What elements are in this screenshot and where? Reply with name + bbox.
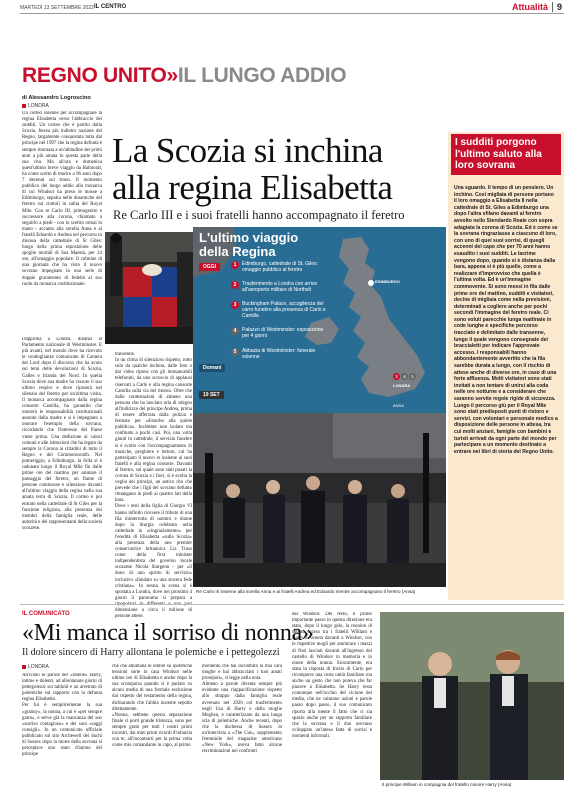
london-marker-4: 4: [401, 373, 408, 380]
header-paper: IL CENTRO: [94, 4, 127, 10]
headline-line-2: alla regina Elisabetta: [112, 168, 393, 207]
princes-photo-caption: Il principe William in compagnia del fratello minore Harry (Ansa): [382, 782, 512, 787]
princes-photo: [380, 612, 564, 780]
article-subhead: Re Carlo III e i suoi fratelli hanno accompagnato il feretro: [113, 208, 405, 222]
article2-column-1: Arrivano le parole del «ribelle» Harry, intime e dolenti, ad allontanare giorni di pettegolezzi sui tabloid e un arretrato di polemiche sul rapporto con la defunta regina Elisabetta. Per lui è semplicemente la sua «granny», la nonna, a cui è «per sempre grato», e serve già la mancanza del suo «sorriso contagioso» e dei suoi «saggi consigli». In un comunicato ufficiale pubblicato sul sito Archewell dei duchi di Sussex dopo la morte della sovrana si percepisce uno stato d'animo del principe: [22, 673, 102, 758]
map-infographic: [193, 227, 446, 413]
dateline-marker: [22, 104, 26, 108]
label-ansa: ANSA: [393, 403, 404, 408]
article-column-3: transenne. In un clima di silenzioso rispetto, rotto solo da qualche inchino, dalle foto o dai video ripresi con gli immancabili telefonini, da uno scroscio di applausi riservati a Carlo e alla regina consorte Camilla sulla via del ritorno. Oltre che dalle contestazioni di almeno una persona che ha lanciato urla di sdegno all'indirizzo del principe Andrea, prima di essere afferrata dalla polizia e fermato per «disturbo alla quiete pubblica». Incidente non isolato ma confinato a pochi casi. Poi, una volta giunti in cattedrale, il servizio funebre si è svolto con l'accompagnamento di musiche, preghiere e letture, cui ha partecipato il nuovo re insieme ai suoi fratelli e alla regina consorte. Davanti al feretro, sul quale sono stati posati la corona di Scozia e i fiori, si è svolta la veglia dei principi, un antico rito che prevede che i figli del sovrano defunto rimangano in piedi ai quattro lati della bara. Dove i resti della figlia di Giorgio VI hanno infinito ricevere il tributo di una fila ininterrotta di uomini e donne dopo la liturgia celebrata nella cattedrale in «ringraziamento» per l'eredità di Elisabetta «sulla Scozia» alla presenza della neo premier conservatrice britannica Liz Truss come della first minister indipendentista del governo locale scozzese Nicola Sturgeon - per «il dono di uno spirito di servizio» inclusivo «fondato su una sincera fede cristiana». In serata la scena si è spostata a Londra, dove nei prossimi 4 giorni il panorama si prepara a dimensione a circa il milione di persone attese.: [115, 352, 192, 620]
label-londra: LONDRA: [393, 383, 411, 388]
article-byline: di Alessandro Logroscino: [22, 95, 91, 101]
dateline-marker-2: [22, 665, 26, 669]
article2-column-3: momento che hai incontrato la mia cara moglie e hai abbracciato i tuoi amati pronipoti», si legge nella nota. Almeno a parole diventa sempre più evidente una riappacificazione rispetto allo strappo dalla famiglia reale avvenuto nel 2020 col trasferimento negli Usa di Harry e della moglie Meghan, e caratterizzato da una lunga scia di polemiche. Anche recenti, dopo che la duchessa di Sussex in un'intervista a «The Cut», supplemento femminile del magazine americano «New York», aveva fatto alcune recriminazioni nei confronti: [202, 664, 282, 755]
headline-line-1: La Scozia si inchina: [112, 131, 383, 170]
map-title-line-2: della Regina: [199, 244, 276, 259]
kicker-red: REGNO UNITO»: [22, 64, 178, 87]
article2-headline: «Mi manca il sorriso di nonna»: [22, 620, 314, 646]
map-step-1: 1 Edimburgo, cattedrale di St. Giles: omaggio pubblico al feretro: [231, 261, 331, 273]
article2-dateline: LONDRA: [22, 664, 49, 670]
london-marker-3: 3: [393, 373, 400, 380]
sidebar-body: Una sguardo. Il tempo di un pensiero. Un inchino. Così migliaia di persone portano il loro omaggio a Elisabetta II nella cattedrale di St. Giles a Edimburgo una dopo l'altra sfilano davanti al feretro avvolto nello Stendardo Reale con sopra adagiata la corona di Scozia. Ed è come se la sovrana ringraziasse a ciascuno di loro, con uno di quei suoi sorrisi, di quegli accenni del capo che per 70 anni hanno esaudito i suoi sudditi. Le lacrime vengono dopo, quando si è distanza dalla bara, appena si è più quelle, come a realizzare d'improvviso che quella è l'ultima volta. Ed è un'immagine commovente. Si sono messi in fila dalle prime ore del mattino, sudditi e visitatori, decine di migliaia come nella previsioni, determinati a cogliere anche per pochi secondi l'immagine del feretro reale. Ci sono voluti parecchie lunga mattinate in code lunghe e specifiche percorso tracciato e delimitato dalle transenne, lungo il quale vengono consegnate dei braccialetti per indicare l'approvate accesso. I responsabili hanno abbondantemente avvertito che la fila sarebbe durata a lungo, con il rischio di attese anche di diverse ore, in caso di una forte affluenza. Molti visitatori sono stati invitati a non tentare di unirsi alla coda nelle ore notturne e a considerare che saranno servite regole rigide di sicurezza. Lungo il percorso giù per il Royal Mile sono stati predisposti punti di ristoro e servizi, con volontari e personale medico a disposizione delle persone in attesa, tra cui molti anziani, famiglie con bambini e turisti arrivati da ogni parte del mondo per partecipare a un momento destinato a entrare nei libri di storia del Regno Unito.: [454, 185, 558, 455]
header-section: Attualità: [512, 2, 548, 12]
tag-today: OGGI: [199, 263, 220, 271]
header-page-divider: [552, 2, 553, 12]
article2-column-2: che che allontana le ombre su ipotetiche tensioni sorte in casa Windsor nelle ultime ore di Elisabetta e anche dopo la sua scomparsa quando si è parlato su alcuni media di una formale esclusione dal rispetto del testamento della regina, dichiarando che l'abbia insieme sepolto direttamente. «Nonna, sebbene questa separazione finale ci porti grande tristezza, sono per sempre grato per tutti i nostri primi incontri, dai miei primi ricordi d'infanzia con te, all'incontrarti per la prima volta come mio comandante in capo, al primo: [112, 664, 192, 749]
sidebar-title: I sudditi porgono l'ultimo saluto alla loro sovrana: [451, 134, 561, 175]
sidebar-box: [448, 132, 564, 600]
map-step-5: 5 Abbazia di Westminster: funerale solenne: [231, 348, 331, 360]
tag-tomorrow: Domani: [199, 364, 225, 372]
royals-photo: [193, 413, 446, 587]
map-step-2: 2 Trasferimento a Londra con arrivo all'aeroporto militare di Northolt: [231, 281, 331, 293]
coffin-photo: [105, 232, 193, 344]
article-dateline: LONDRA: [22, 103, 49, 109]
royals-photo-caption: Re Carlo III insieme alla sorella Anna e ai fratelli Andrea ed Edoardo mentre accompagnano il feretro (Ansa): [196, 589, 416, 594]
map-step-3: 3 Buckingham Palace, accoglienza del carro funebre alla presenza di Carlo e Camilla: [231, 301, 331, 319]
map-title: [199, 231, 298, 259]
header-date: MARTEDÌ 13 SETTEMBRE 2022: [20, 5, 94, 11]
article-headline: [112, 132, 392, 206]
article2-column-4: dei Windsor. Del resto, il primo importante passo in questa direzione era stato, dopo il lungo gelo, la reunion di sabato scorso tra i fratelli William e Harry avvenuta davanti a Windsor, con le rispettive mogli per ammirare i mazzi di fiori lasciati davanti all'ingresso del castello di Windsor in memoria e in onore della nonna. Sicuramente, era stata la risposta di Invito di Carlo per ricomporre una certa unità familiare ma anche un gesto che non poteva che far piacere a Elisabetta. Se Harry resta comunque nell'occhio del ciclone dei media, che ne valutano azioni e parole passo dopo passo, il suo comunicato riporta alla mente il fatto che ci sia spazio anche per un rapporto familiare che la sovrana e il duo avevano sviluppato un'intesa fatta di sorrisi e momenti informali.: [292, 612, 372, 739]
kicker-grey: IL LUNGO ADDIO: [177, 64, 347, 87]
map-step-4: 4 Palazzo di Westminster: esposizione per 4 giorni: [231, 327, 331, 339]
header-page-number: 9: [556, 2, 562, 12]
article-column-1: Un corteo solenne per accompagnare la regina Elisabetta verso l'abbraccio dei sudditi. Un corteo che è partito dalla Scozia, ferrea più indietro nazione del Regno, largamente conquistata tutta dal principe nel 1997 che la regina defunta è sempre ritornata a un'abitudine dei primi anni a più amata in questa parte della sua vita. Ma all'ora e domenica quest'ultimo breve viaggio da Balmoral, ha come scelto di morire a 96 anni dopo 7 decenni sul trono. Il momento pubblico del lungo addio alla monarca di cui Windsor ha preso le mosse a Edimburgo, sepolta nelle dinamiche del feretro sui ciottoli in salita del Royal Mile. Con re Carlo III, primogenito e successore alla corona, chiamato a seguirlo a piedi - con lo sceltro ormai in mano - accanto alla sorella Anna e ai fratelli Edoardo e Andrea nel percorso in discesa della cattedrale di St Giles: luogo della prima esposizione delle spoglie mortali di Sua Maestà, per 24 ore, all'omaggio popolare. Il culmine di una giornata che ha visto il nuovo sovrano impegnato in una serie di doppie giuramento di fedeltà al suo ruolo da monarca costituzionale.: [22, 111, 102, 287]
section-kicker: [22, 64, 346, 88]
article2-subhead: Il dolore sincero di Harry allontana le polemiche e i pettegolezzi: [22, 647, 280, 658]
map-title-line-1: L'ultimo viaggio: [199, 230, 299, 245]
page-header: [20, 0, 564, 14]
london-marker-5: 5: [409, 373, 416, 380]
london-markers: [393, 373, 416, 380]
tag-19-sept: 19 SET: [199, 391, 224, 399]
map-steps: [231, 261, 331, 360]
section-divider: [20, 604, 564, 605]
label-edimburgo: EDIMBURGO: [375, 279, 400, 284]
article2-kicker: IL COMUNICATO: [22, 611, 70, 617]
article-column-2: Dapprima a Londra, dinanzi al Parlamento nazionale di Westminster. E più avanti, nel mondo dove ha ricevuto le condoglianze comunicate di Camera dei Lord dopo il discorso che ha avuto sui temi delle devoluzioni di Scozia, Galles e Irlanda del Nord. In quella Scozia dove sua madre ha vissuto il suo ultimo respiro e dove riposerà nel silenzio del feretro per un'ultima visita. Il monarca accompagnato dalla regina consorte Camilla, ha garantito che onorerà le responsabilità costituzionali assunte dalla madre e si è impegnato a onorare l'esempio della sovrana, ricordando che l'interesse del Paese viene prima. Una dedizione ai valori comuni e alle istituzioni che ha legato da sempre la Corona ai cittadini di tutto il Regno e del Commonwealth. Nel pomeriggio, a Edimburgo, la folla si è radunata lungo il Royal Mile fin dalle prime ore del mattino per salutare il passaggio del feretro, un fiume di persone commosse e silenziose davanti all'ultimo viaggio della regina nella sua amata terra di Scozia. Il corteo è poi entrato nella cattedrale di St Giles per la funzione religiosa, alla presenza dei membri della famiglia reale, delle autorità e dei rappresentanti della società scozzese.: [22, 337, 102, 531]
